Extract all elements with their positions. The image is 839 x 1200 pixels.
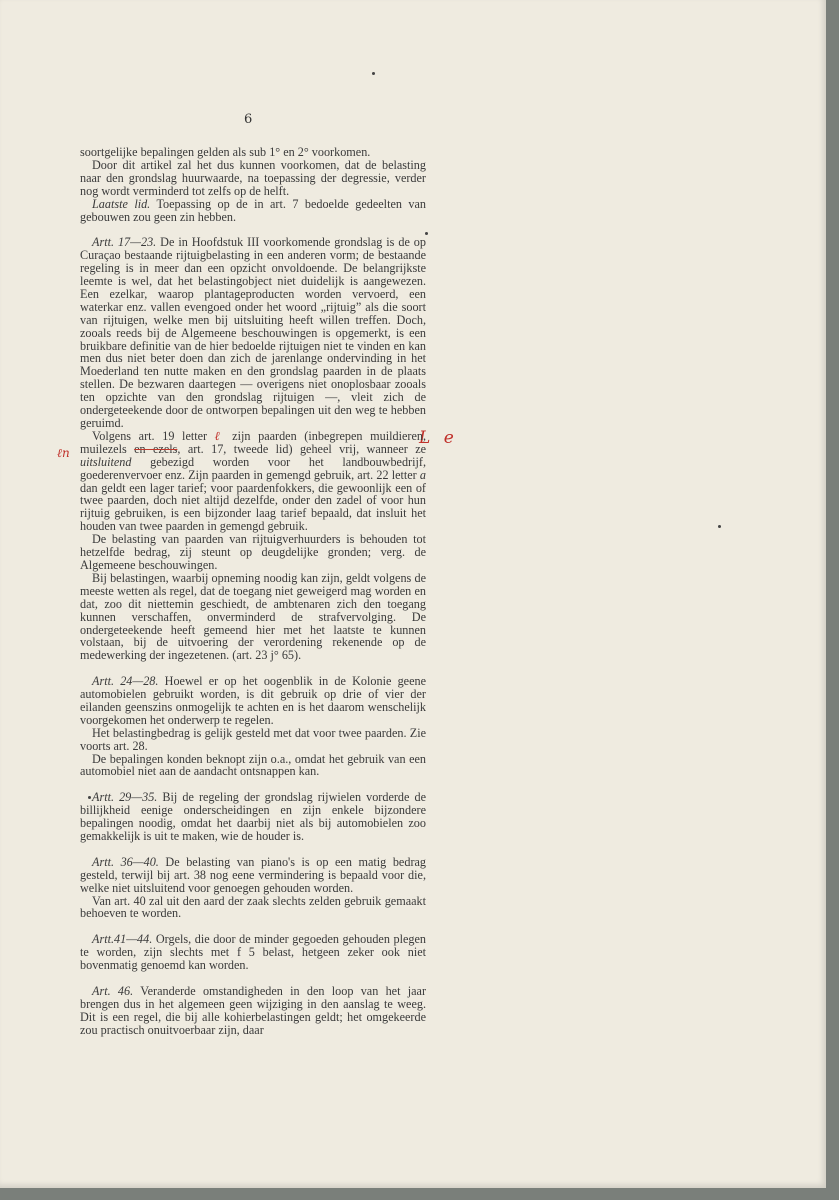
margin-annotation-right: L e xyxy=(419,428,458,448)
paragraph: Bij belastingen, waarbij opneming noodig kan zijn, geldt volgens de meeste wetten als regel, dat de toegang niet geweigerd mag worden en dat, zoo dit niettemin geschiedt, de ambtenaren zich den toegang kunnen verschaffen, onverminderd de strafvervolging. De ondergeteekende heeft gemeend hier met het laatste te kunnen volstaan, bij de uitvoering der verordening rekenende op de medewerking der ingezetenen. (art. 23 j° 65). xyxy=(80,570,426,663)
paragraph: Volgens art. 19 letter ℓ zijn paarden (inbegrepen muildieren, muilezels en ezels, art. 17, tweede lid) geheel vrij, wanneer ze uitsluitend gebezigd worden voor het landbouwbedrijf, goederenvervoer enz. Zijn paarden in gemengd gebruik, art. 22 letter a dan geldt een lager tarief; voor paardenfokkers, die gewoonlijk een of twee paarden, doch niet altijd dezelfde, onder den zadel of voor hun rijtuig gebruiken, is een bijzonder laag tarief bepaald, dat insluit het houden van twee paarden in gemengd gebruik. xyxy=(80,428,427,534)
handwritten-mark: ℓ xyxy=(214,428,225,443)
paragraph: soortgelijke bepalingen gelden als sub 1° en 2° voorkomen. xyxy=(80,145,371,159)
section-heading: Artt. 29—35. xyxy=(92,790,158,805)
speck xyxy=(372,72,375,75)
paragraph: Door dit artikel zal het dus kunnen voorkomen, dat de belasting naar den grondslag huurwaarde, na toepassing der degressie, verder nog wordt verminderd tot zelfs op de helft. xyxy=(80,157,426,198)
paragraph: Art. 46. Veranderde omstandigheden in den loop van het jaar brengen dus in het algemeen geen wijziging in den aanslag te weeg. Dit is een regel, die bij alle kohierbelastingen geldt; het omgekeerde zou practisch onuitvoerbaar zijn, daar xyxy=(80,983,427,1037)
paragraph: Artt. 24—28. Hoewel er op het oogenblik in de Kolonie geene automobielen gebruikt worden, is dit gebruik op drie of vier der eilanden geenszins onmogelijk te achten en is het daarom wenschelijk voorgekomen het onderwerp te regelen. xyxy=(80,674,426,727)
section-heading: Art. 46. xyxy=(92,983,134,998)
section-heading: Artt. 36—40. xyxy=(92,854,159,869)
paragraph: De belasting van paarden van rijtuigverhuurders is behouden tot hetzelfde bedrag, zij steunt op deugdelijke gronden; verg. de Algemeene beschouwingen. xyxy=(80,532,426,572)
paragraph: Het belastingbedrag is gelijk gesteld met dat voor twee paarden. Zie voorts art. 28. xyxy=(80,725,426,753)
struck-text: en ezels xyxy=(134,441,178,456)
paragraph: Van art. 40 zal uit den aard der zaak slechts zelden gebruik gemaakt behoeven te worden. xyxy=(80,893,426,921)
paragraph: Artt. 29—35. Bij de regeling der grondslag rijwielen vorderde de billijkheid eenige onderscheidingen en zijn enkele bijzondere bepalingen noodig, omdat het daarbij niet als bij automobielen zoo gemakkelijk is uit te maken, wie de houder is. xyxy=(80,790,427,843)
speck xyxy=(718,525,721,528)
section-heading: Laatste lid. xyxy=(92,196,151,211)
section-heading: Artt.41—44. xyxy=(92,932,153,947)
paragraph: Laatste lid. Toepassing op de in art. 7 bedoelde gedeelten van gebouwen zou geen zin hebben. xyxy=(80,196,426,224)
body-text xyxy=(80,146,426,1036)
section-heading: Artt. 17—23. xyxy=(92,235,157,250)
paragraph: Artt. 36—40. De belasting van piano's is op een matig bedrag gesteld, terwijl bij art. 38 nog eene vermindering is bepaald voor die, welke niet uitsluitend voor genoegen gehouden worden. xyxy=(80,854,426,895)
page-number: 6 xyxy=(244,112,253,127)
section-heading: Artt. 24—28. xyxy=(92,674,159,689)
paragraph: Artt.41—44. Orgels, die door de minder gegoeden gehouden plegen te worden, zijn slechts met f 5 belast, hetgeen zeker ook niet bovenmatig genoemd kan worden. xyxy=(80,932,426,973)
paragraph: De bepalingen konden beknopt zijn o.a., omdat het gebruik van een automobiel niet aan de aandacht ontsnappen kan. xyxy=(80,751,426,779)
margin-annotation-left: ℓn xyxy=(57,446,70,460)
paragraph: Artt. 17—23. De in Hoofdstuk III voorkomende grondslag is de op Curaçao bestaande rijtuigbelasting in een anderen vorm; de bestaande regeling is in meer dan een opzicht onvoldoende. De belangrijkste leemte is wel, dat het belastingobject niet duidelijk is aangewezen. Een ezelkar, waarop plantageproducten worden vervoerd, een waterkar enz. vallen evengoed onder het woord „rijtuig” als die soort van rijtuigen, welke men bij uitsluiting heeft willen treffen. Doch, zooals reeds bij de Algemeene beschouwingen is opgemerkt, is een bruikbare definitie van de hier bedoelde rijtuigen niet te vinden en kan men dus niet beter doen dan zich de jarenlange ondervinding in het Moederland ten nutte maken en den grondslag paarden in de plaats stellen. De bezwaren daartegen — overigens niet onoplosbaar zooals ten opzichte van den grondslag rijtuigen —, vleit zich de ondergeteekende door de ontworpen bepalingen uit den weg te hebben geruimd. xyxy=(80,235,426,431)
